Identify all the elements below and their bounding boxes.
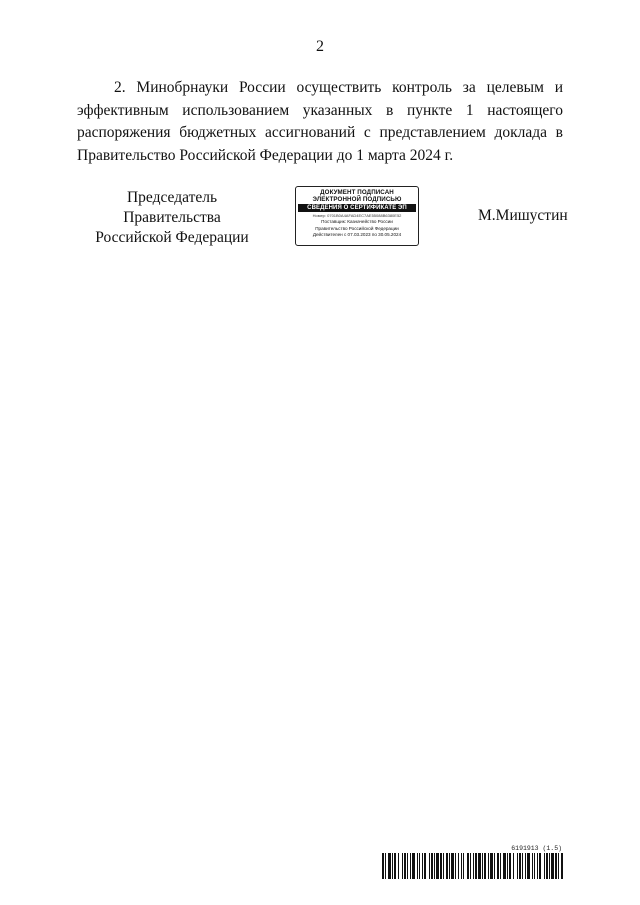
electronic-signature-stamp: [295, 186, 419, 246]
stamp-heading: [296, 189, 418, 203]
signer-title-line-1: Председатель Правительства: [123, 189, 221, 226]
document-barcode: [382, 845, 564, 879]
stamp-supplier: Поставщик: Казначейство России: [321, 219, 393, 225]
barcode-caption: 6191913 (1.5): [511, 845, 562, 852]
signer-title-line-2: Российской Федерации: [95, 229, 249, 246]
stamp-serial: Номер: 0701B0A4AFAD4EC7AE55088B6380E52: [312, 213, 402, 218]
stamp-heading-line-1: ДОКУМЕНТ ПОДПИСАН: [320, 189, 394, 196]
page-number: 2: [316, 38, 324, 55]
stamp-owner: Правительство Российской Федерации: [315, 225, 399, 231]
stamp-validity: Действителен с 07.03.2023 по 30.05.2024: [312, 231, 402, 237]
barcode-icon: [382, 853, 564, 879]
body-paragraph: 2. Минобрнауки России осуществить контроль за целевым и эффективным использованием указанных в пункте 1 настоящего распоряжения бюджетных ассигнований с представлением доклада в Правительство Российской Федерации до 1 марта 2024 г.: [77, 79, 563, 164]
stamp-certificate-bar: СВЕДЕНИЯ О СЕРТИФИКАТЕ ЭП: [298, 204, 416, 212]
stamp-heading-line-2: ЭЛЕКТРОННОЙ ПОДПИСЬЮ: [312, 196, 402, 203]
signer-name: М.Мишустин: [478, 207, 568, 224]
signer-title: [77, 188, 267, 248]
